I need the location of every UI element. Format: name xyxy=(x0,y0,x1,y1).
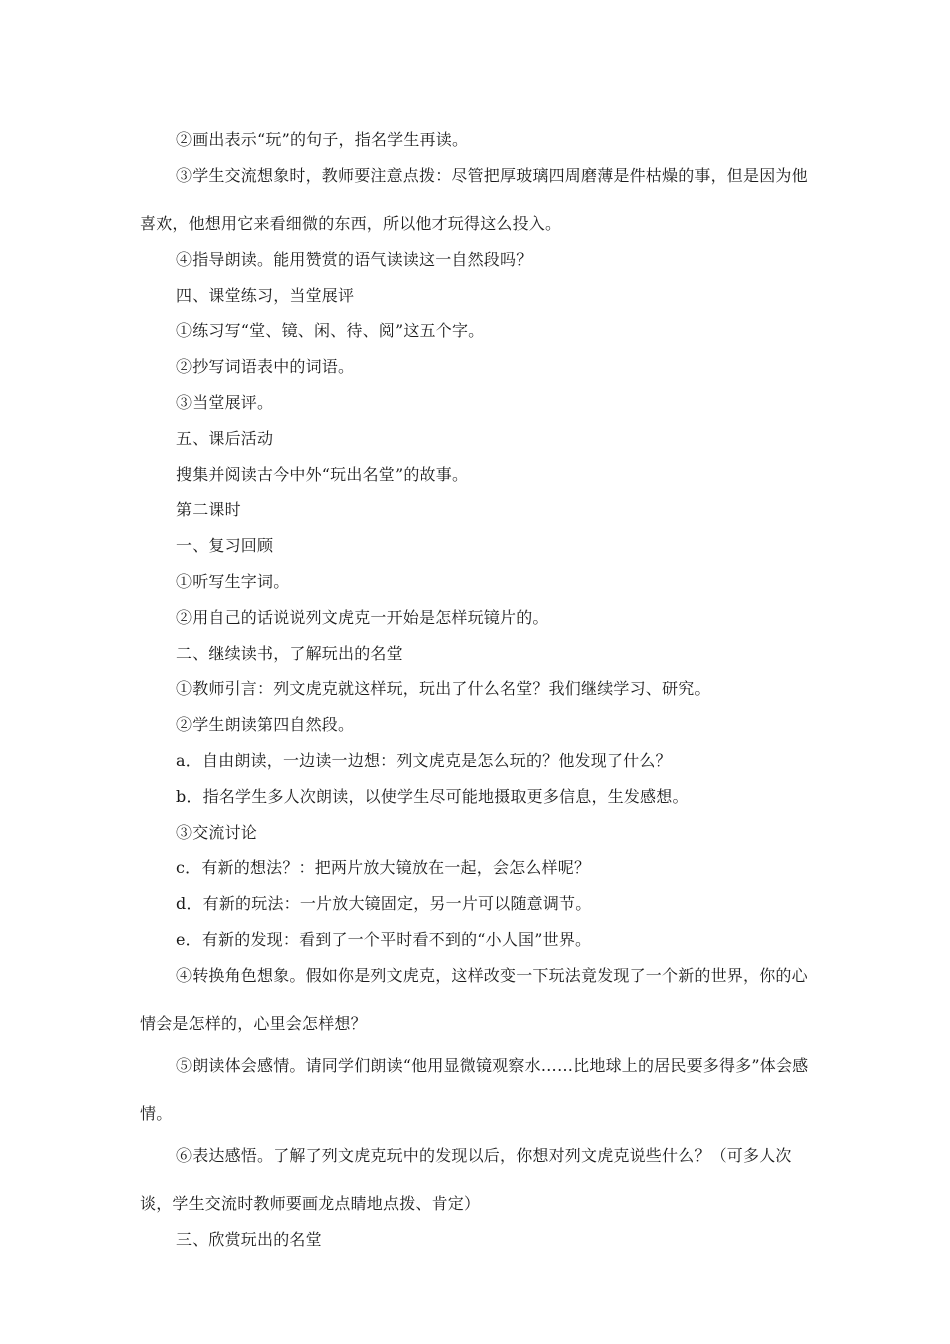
section-heading: 三、欣赏玩出的名堂 xyxy=(176,1229,322,1249)
section-heading: 五、课后活动 xyxy=(176,428,274,448)
paragraph: ②画出表示“玩”的句子，指名学生再读。 xyxy=(176,130,469,149)
paragraph: ①听写生字词。 xyxy=(176,571,290,591)
paragraph: ③当堂展评。 xyxy=(176,392,274,412)
paragraph: d．有新的玩法：一片放大镜固定，另一片可以随意调节。 xyxy=(176,894,592,914)
section-heading: 一、复习回顾 xyxy=(176,536,274,556)
section-heading: 四、课堂练习，当堂展评 xyxy=(176,285,355,305)
paragraph: c．有新的想法？：把两片放大镜放在一起，会怎么样呢？ xyxy=(176,858,591,878)
paragraph: ②抄写词语表中的词语。 xyxy=(176,357,355,377)
paragraph: ⑥表达感悟。了解了列文虎克玩中的发现以后，你想对列文虎克说些什么？（可多人次谈，学生交流时教师要画龙点睛地点拨、肯定） xyxy=(140,1145,792,1213)
paragraph: ②用自己的话说说列文虎克一开始是怎样玩镜片的。 xyxy=(176,607,549,627)
paragraph: ①练习写“堂、镜、闲、待、阅”这五个字。 xyxy=(176,321,485,341)
paragraph: b．指名学生多人次朗读，以使学生尽可能地摄取更多信息，生发感想。 xyxy=(176,786,689,806)
section-heading: 二、继续读书，了解玩出的名堂 xyxy=(176,643,403,663)
document-body xyxy=(140,122,820,1258)
paragraph: 搜集并阅读古今中外“玩出名堂”的故事。 xyxy=(176,464,469,484)
paragraph: ⑤朗读体会感情。请同学们朗读“他用显微镜观察水……比地球上的居民要多得多”体会感情。 xyxy=(140,1055,809,1123)
paragraph: ④指导朗读。能用赞赏的语气读读这一自然段吗？ xyxy=(176,249,533,269)
paragraph: e．有新的发现：看到了一个平时看不到的“小人国”世界。 xyxy=(176,929,592,949)
paragraph: ②学生朗读第四自然段。 xyxy=(176,715,355,735)
lesson-heading: 第二课时 xyxy=(176,500,241,520)
paragraph: ③学生交流想象时，教师要注意点拨：尽管把厚玻璃四周磨薄是件枯燥的事，但是因为他喜欢，他想用它来看细微的东西，所以他才玩得这么投入。 xyxy=(140,165,808,233)
paragraph: ④转换角色想象。假如你是列文虎克，这样改变一下玩法竟发现了一个新的世界，你的心情会是怎样的，心里会怎样想？ xyxy=(140,965,808,1033)
paragraph: ①教师引言：列文虎克就这样玩，玩出了什么名堂？我们继续学习、研究。 xyxy=(176,679,711,699)
paragraph: ③交流讨论 xyxy=(176,822,258,842)
paragraph: a．自由朗读，一边读一边想：列文虎克是怎么玩的？他发现了什么？ xyxy=(176,750,672,770)
